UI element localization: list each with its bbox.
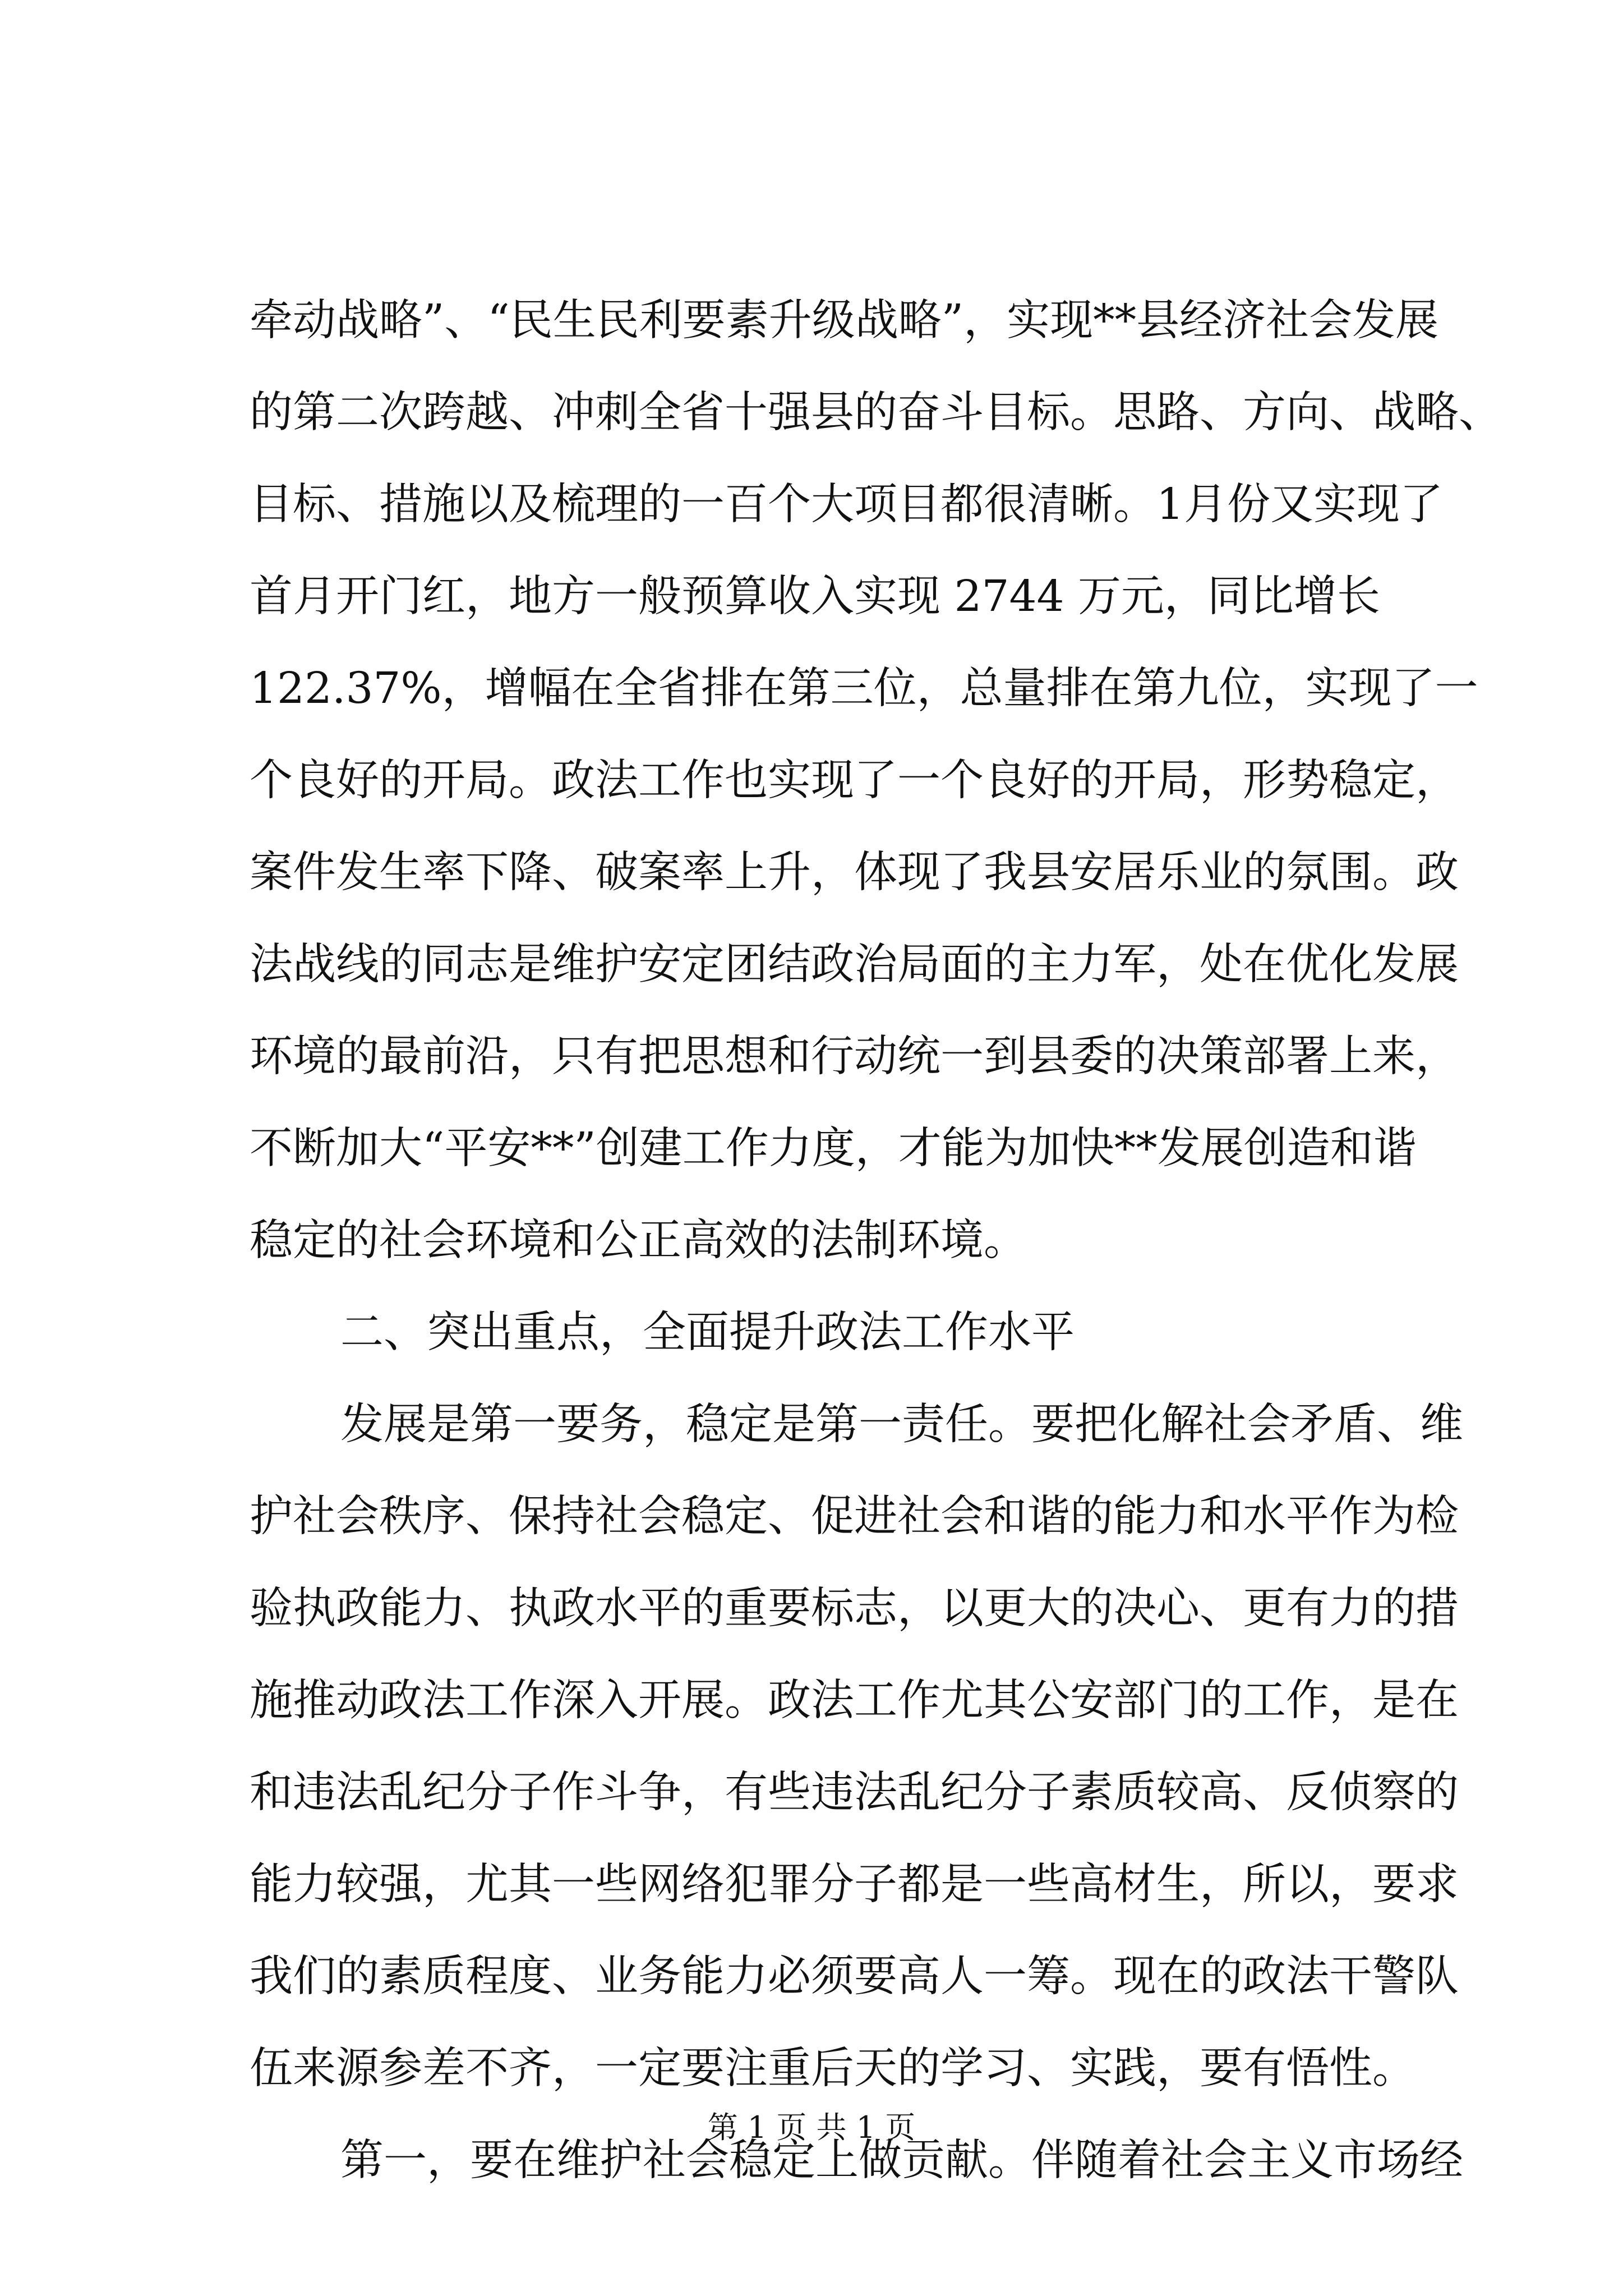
text-line: 目标、措施以及梳理的一百个大项目都很清晰。1月份又实现了 <box>250 480 1443 530</box>
text-line: 案件发生率下降、破案率上升，体现了我县安居乐业的氛围。政 <box>250 848 1459 898</box>
text-line: 不断加大“平安**”创建工作力度，才能为加快**发展创造和谐 <box>250 1124 1417 1174</box>
text-line: 验执政能力、执政水平的重要标志，以更大的决心、更有力的措 <box>250 1584 1459 1634</box>
body-text <box>250 275 1502 2207</box>
text-line: 122.37%，增幅在全省排在第三位，总量排在第九位，实现了一 <box>250 664 1478 714</box>
text-line: 首月开门红，地方一般预算收入实现 2744 万元，同比增长 <box>250 572 1380 622</box>
text-line: 的第二次跨越、冲刺全省十强县的奋斗目标。思路、方向、战略、 <box>250 388 1502 438</box>
text-line: 护社会秩序、保持社会稳定、促进社会和谐的能力和水平作为检 <box>250 1492 1459 1542</box>
text-line: 稳定的社会环境和公正高效的法制环境。 <box>250 1216 1027 1266</box>
text-line: 环境的最前沿，只有把思想和行动统一到县委的决策部署上来， <box>250 1032 1459 1082</box>
page-footer: 第 1 页 共 1 页 <box>707 2110 916 2145</box>
text-line: 二、突出重点，全面提升政法工作水平 <box>340 1308 1075 1358</box>
text-line: 第一，要在维护社会稳定上做贡献。伴随着社会主义市场经 <box>340 2136 1463 2185</box>
text-line: 伍来源参差不齐，一定要注重后天的学习、实践，要有悟性。 <box>250 2044 1415 2093</box>
text-line: 个良好的开局。政法工作也实现了一个良好的开局，形势稳定， <box>250 756 1459 806</box>
text-line: 法战线的同志是维护安定团结政治局面的主力军，处在优化发展 <box>250 940 1459 990</box>
text-line: 和违法乱纪分子作斗争，有些违法乱纪分子素质较高、反侦察的 <box>250 1768 1459 1818</box>
text-line: 能力较强，尤其一些网络犯罪分子都是一些高材生，所以，要求 <box>250 1860 1459 1910</box>
text-line: 发展是第一要务，稳定是第一责任。要把化解社会矛盾、维 <box>340 1400 1463 1450</box>
text-line: 我们的素质程度、业务能力必须要高人一筹。现在的政法干警队 <box>250 1952 1459 2001</box>
text-line: 施推动政法工作深入开展。政法工作尤其公安部门的工作，是在 <box>250 1676 1459 1726</box>
text-line: 牵动战略”、“民生民利要素升级战略”，实现**县经济社会发展 <box>250 296 1439 346</box>
